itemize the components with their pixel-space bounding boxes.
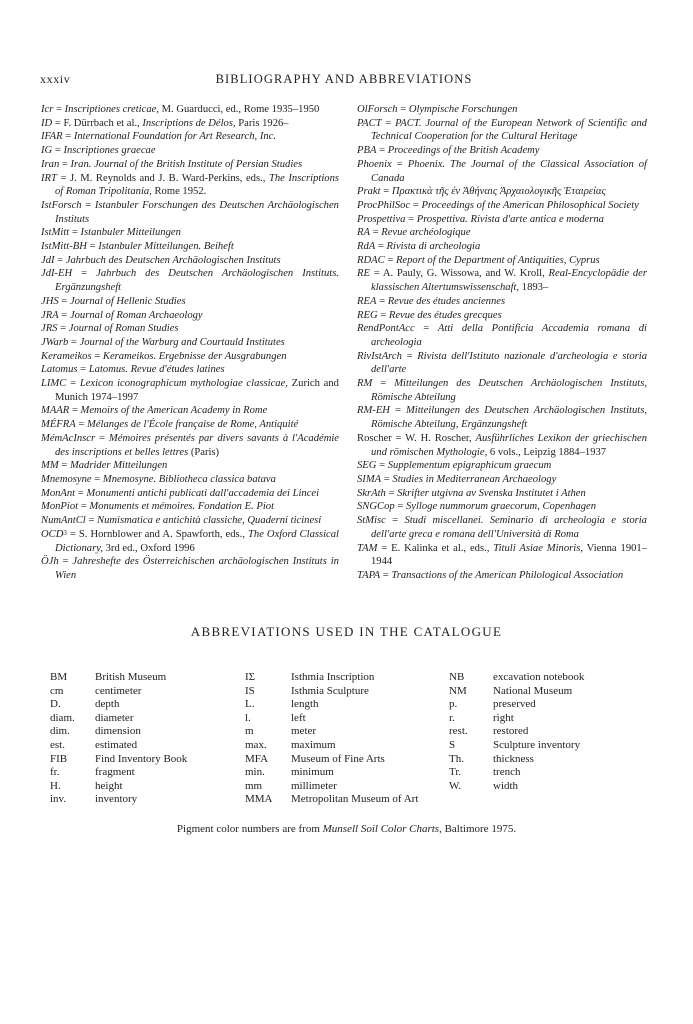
catalogue-abbreviation-row [245, 685, 418, 699]
entry-abbreviation: ProcPhilSoc [357, 199, 411, 211]
entry-title: Mitteilungen des Deutschen Archäologischen Instituts, Römische Abteilung [371, 378, 647, 403]
bibliography-entry: REG = Revue des études grecques [357, 309, 502, 321]
footnote-text: Pigment color numbers are from [176, 823, 323, 835]
entry-abbreviation: ÖJh [41, 556, 59, 568]
bibliography-entry: $OCD^3 = S$. Hornblower and A. Spawforth, eds., The Oxford Classical Dictionary, 3rd ed., Oxford 1996 [41, 528, 339, 554]
catalogue-meaning: Metropolitan Museum of Art [291, 793, 419, 806]
catalogue-abbreviation-row [245, 725, 418, 739]
catalogue-abbreviation-row [449, 698, 584, 712]
entry-abbreviation: Roscher [357, 432, 392, 444]
entry-title: Mnemosyne. Bibliotheca classica batava [102, 473, 276, 485]
entry-authors: S. Hornblower and A. Spawforth, eds., [78, 528, 248, 540]
catalogue-meaning: thickness [493, 752, 534, 765]
entry-title: Skrifter utgivna av Svenska Institutet i Athen [397, 487, 586, 499]
entry-abbreviation: RendPontAcc [357, 323, 415, 335]
bibliography-entry: Mnemosyne = Mnemosyne. Bibliotheca classica batava [41, 473, 276, 485]
entry-title: Rivista dell'Istituto nazionale d'archeologia e storia dell'arte [371, 350, 647, 376]
entry-title: Studies in Mediterranean Archaeology [392, 473, 557, 485]
catalogue-meaning: diameter [95, 711, 134, 724]
entry-title: Journal of Hellenic Studies [69, 295, 186, 307]
entry-abbreviation: MAAR [41, 405, 70, 417]
catalogue-meaning: left [291, 711, 306, 724]
catalogue-abbreviation-row [449, 780, 584, 794]
entry-abbreviation: RDAC [357, 254, 385, 266]
catalogue-abbreviation-row [50, 698, 187, 712]
bibliography-entry: Prakt = Πρακτικὰ τῆς ἐν Ἀθήναις Ἀρχαιολογικῆς Ἑταιρείας [357, 186, 606, 198]
catalogue-abbreviation-row [50, 793, 187, 807]
entry-abbreviation: NumAntCl [41, 515, 86, 527]
entry-title: Inscriptions de Délos, [142, 117, 236, 129]
catalogue-meaning: restored [493, 725, 529, 738]
entry-title: Prospettiva. Rivista d'arte antica e moderna [416, 213, 604, 225]
entry-title: Atti della Pontificia Accademia romana di archeologia [371, 323, 647, 348]
entry-abbreviation: OlForsch [357, 104, 398, 115]
bibliography-entry: REA = Revue des études anciennes [357, 295, 506, 307]
entry-title: Studi miscellanei. Seminario di archeologia e storia dell'arte greca e romana dell'Università di Roma [371, 515, 647, 540]
bibliography-entry: NumAntCl = Numismatica e antichità classiche, Quaderni ticinesi [41, 515, 322, 527]
catalogue-section-title: ABBREVIATIONS USED IN THE CATALOGUE [190, 624, 503, 639]
catalogue-meaning: length [291, 698, 319, 711]
entry-abbreviation: MonPiot [41, 501, 79, 513]
entry-title: Mitteilungen des Deutschen Archäologischen Instituts, Römische Abteilung, Ergänzungsheft [371, 405, 647, 431]
entry-abbreviation: Mnemosyne [41, 473, 92, 485]
catalogue-abbreviation-row [449, 671, 584, 685]
catalogue-abbreviation: l. [245, 711, 251, 724]
catalogue-abbreviation-row [50, 766, 187, 780]
bibliography-entry: JdI = Jahrbuch des Deutschen Archäologischen Instituts [41, 254, 281, 266]
bibliography-entry: ÖJh = Jahreshefte des Österreichischen archäologischen Instituts in Wien [41, 556, 339, 581]
entry-abbreviation: REA [357, 295, 377, 307]
entry-abbreviation: MonAnt [41, 487, 76, 499]
catalogue-abbreviation: Tr. [449, 766, 462, 779]
catalogue-meaning: Museum of Fine Arts [291, 752, 385, 765]
catalogue-meaning: trench [493, 766, 521, 779]
catalogue-abbreviation: rest. [449, 725, 468, 738]
bibliography-entry: JRA = Journal of Roman Archaeology [41, 309, 203, 321]
entry-title: Revue des études anciennes [387, 295, 506, 307]
catalogue-abbreviation-row [245, 780, 418, 794]
bibliography-left-column [41, 103, 339, 583]
bibliography-entry: RdA = Rivista di archeologia [357, 241, 481, 253]
bibliography-entry: MAAR = Memoirs of the American Academy in Rome [41, 405, 268, 417]
entry-authors: F. Dürrbach et al., [63, 117, 143, 129]
entry-title: International Foundation for Art Research, Inc. [73, 131, 276, 143]
catalogue-abbreviation-row [449, 753, 584, 767]
entry-abbreviation: Prakt [357, 186, 381, 198]
catalogue-abbreviation: max. [245, 738, 267, 751]
bibliography-entry: MémAcInscr = Mémoires présentés par divers savants à l'Académie des inscriptions et belles lettres (Paris) [41, 432, 339, 458]
entry-title: Real-Encyclopädie der klassischen Altertumswissenschaft, [371, 268, 647, 294]
entry-abbreviation: REG [357, 309, 378, 321]
entry-abbreviation: IRT [41, 172, 57, 184]
entry-authors: A. Pauly, G. Wissowa, and W. Kroll, [382, 268, 549, 280]
catalogue-meaning: fragment [95, 766, 135, 779]
catalogue-meaning: preserved [493, 698, 536, 711]
entry-title: Jahrbuch des Deutschen Archäologischen Instituts. Ergänzungsheft [55, 268, 339, 294]
catalogue-abbreviation-row [245, 712, 418, 726]
catalogue-meaning: centimeter [95, 684, 142, 697]
entry-title: Kerameikos. Ergebnisse der Ausgrabungen [102, 350, 287, 362]
entry-title: Journal of Roman Studies [68, 323, 179, 335]
entry-abbreviation: StMisc [357, 515, 386, 527]
entry-abbreviation: ID [41, 117, 53, 129]
catalogue-abbreviation: NM [449, 684, 467, 697]
entry-authors: W. H. Roscher, [405, 432, 476, 444]
bibliography-entry: ProcPhilSoc = Proceedings of the American Philosophical Society [357, 199, 639, 211]
entry-superscript: 3 [63, 528, 67, 537]
catalogue-meaning: maximum [291, 738, 336, 751]
catalogue-abbreviation: IS [245, 684, 255, 697]
entry-abbreviation: MÉFRA [41, 419, 76, 431]
bibliography-entry: MonAnt = Monumenti antichi publicati dall'accademia dei Lincei [41, 487, 320, 499]
entry-abbreviation: Kerameikos [41, 350, 92, 362]
entry-abbreviation: Phoenix [357, 158, 392, 170]
bibliography-entry: StMisc = Studi miscellanei. Seminario di archeologia e storia dell'arte greca e romana dell'Università di Roma [357, 515, 647, 540]
entry-abbreviation: TAPA [357, 569, 381, 581]
catalogue-abbreviation-row [245, 766, 418, 780]
bibliography-entry: SIMA = Studies in Mediterranean Archaeology [357, 473, 557, 485]
footnote-text-end: Baltimore 1975. [441, 823, 517, 835]
entry-title: Numismatica e antichità classiche, Quaderni ticinesi [97, 515, 322, 527]
catalogue-abbreviation-row [449, 712, 584, 726]
entry-title: Transactions of the American Philological Association [391, 569, 624, 581]
footnote-source-title: Munsell Soil Color Charts, [322, 823, 442, 835]
entry-title: Madrider Mitteilungen [69, 460, 168, 472]
entry-abbreviation: SIMA [357, 473, 382, 485]
entry-title: Olympische Forschungen [408, 104, 518, 115]
catalogue-abbreviation-row [50, 780, 187, 794]
entry-abbreviation: Prospettiva [357, 213, 406, 225]
entry-abbreviation: SNGCop [357, 501, 395, 513]
entry-abbreviation: JdI [41, 254, 55, 266]
entry-abbreviation: MémAcInscr [41, 432, 96, 444]
catalogue-meaning: minimum [291, 766, 334, 779]
entry-authors: E. Kalinka et al., eds., [391, 542, 494, 554]
catalogue-abbreviation: MFA [245, 752, 269, 765]
entry-title: Istanbuler Mitteilungen [80, 227, 181, 239]
catalogue-meaning: estimated [95, 738, 138, 751]
entry-abbreviation: RdA [357, 241, 376, 253]
bibliography-entry: JHS = Journal of Hellenic Studies [41, 295, 186, 307]
entry-authors: J. M. Reynolds and J. B. Ward-Perkins, eds., [69, 172, 269, 184]
catalogue-abbreviation-row [449, 766, 584, 780]
entry-title: The Oxford Classical Dictionary, [55, 528, 339, 554]
catalogue-abbreviation: m [245, 725, 254, 738]
catalogue-meaning: right [493, 711, 514, 724]
entry-abbreviation: RA [357, 227, 370, 239]
bibliography-entry: Icr = Inscriptiones creticae, M. Guarducci, ed., Rome 1935–1950 [41, 104, 320, 115]
bibliography-entry: RDAC = Report of the Department of Antiquities, Cyprus [357, 254, 600, 266]
catalogue-abbreviations-column-2 [245, 671, 418, 807]
entry-title: Ausführliches Lexikon der griechischen und römischen Mythologie, [371, 432, 647, 458]
entry-details: Rome 1952. [151, 186, 207, 198]
entry-title: Mélanges de l'École française de Rome, Antiquité [87, 419, 299, 431]
bibliography-entry: Roscher = W. H. Roscher, Ausführliches Lexikon der griechischen und römischen Mythologie, 6 vols., Leipzig 1884–1937 [357, 432, 647, 458]
catalogue-meaning: inventory [95, 793, 138, 806]
bibliography-entry: MM = Madrider Mitteilungen [41, 460, 168, 472]
entry-abbreviation: IstForsch [41, 199, 82, 211]
catalogue-abbreviation-row [245, 671, 418, 685]
catalogue-meaning: National Museum [493, 684, 573, 697]
entry-abbreviation: SEG [357, 460, 377, 472]
entry-details: M. Guarducci, ed., Rome 1935–1950 [158, 104, 320, 115]
entry-title: Πρακτικὰ τῆς ἐν Ἀθήναις Ἀρχαιολογικῆς Ἑταιρείας [391, 186, 606, 198]
catalogue-meaning: dimension [95, 725, 141, 738]
page-header [40, 72, 648, 92]
bibliography-entry: RendPontAcc = Atti della Pontificia Accademia romana di archeologia [357, 323, 647, 348]
bibliography-entry: RivIstArch = Rivista dell'Istituto nazionale d'archeologia e storia dell'arte [357, 350, 647, 376]
bibliography-entry: IstMitt-BH = Istanbuler Mitteilungen. Beiheft [41, 241, 234, 253]
entry-title: Istanbuler Forschungen des Deutschen Archäologischen Instituts [55, 199, 339, 225]
catalogue-abbreviation-row [50, 685, 187, 699]
entry-abbreviation: IG [41, 145, 53, 157]
entry-title: Revue archéologique [381, 227, 471, 239]
entry-title: Proceedings of the American Philosophical Society [421, 199, 639, 211]
entry-title: PACT. Journal of the European Network of Scientific and Technical Cooperation for the Cultural Heritage [371, 117, 647, 143]
bibliography-entry: LIMC = Lexicon iconographicum mythologiae classicae, Zurich and Munich 1974–1997 [41, 378, 339, 403]
catalogue-abbreviation: IΣ [245, 671, 256, 683]
bibliography-entry: PBA = Proceedings of the British Academy [357, 145, 540, 157]
entry-title: Proceedings of the British Academy [387, 145, 540, 157]
catalogue-abbreviation-row [449, 739, 584, 753]
entry-title: Tituli Asiae Minoris, [493, 542, 583, 554]
catalogue-abbreviation-row [50, 712, 187, 726]
entry-details: (Paris) [188, 446, 220, 458]
catalogue-meaning: millimeter [291, 779, 337, 792]
entry-abbreviation: OCD [41, 528, 64, 540]
entry-abbreviation: IFAR [41, 131, 63, 143]
entry-title: Lexicon iconographicum mythologiae classicae, [79, 378, 288, 390]
catalogue-meaning: British Museum [95, 671, 167, 683]
catalogue-abbreviation-row [50, 753, 187, 767]
catalogue-meaning: meter [291, 725, 317, 738]
bibliography-entry: SEG = Supplementum epigraphicum graecum [357, 460, 552, 472]
catalogue-abbreviation-row [449, 725, 584, 739]
bibliography-entry: JdI-EH = Jahrbuch des Deutschen Archäologischen Instituts. Ergänzungsheft [41, 268, 339, 294]
bibliography-entry: SNGCop = Sylloge nummorum graecorum, Copenhagen [357, 501, 597, 513]
catalogue-abbreviations-column-1 [50, 671, 187, 807]
catalogue-meaning: excavation notebook [493, 671, 585, 683]
entry-abbreviation: Iran [41, 158, 60, 170]
bibliography-entry: ID = F. Dürrbach et al., Inscriptions de Délos, Paris 1926– [41, 117, 289, 129]
entry-abbreviation: PACT [357, 117, 382, 129]
entry-title: Inscriptiones creticae, [64, 104, 159, 115]
bibliography-entry: RM = Mitteilungen des Deutschen Archäologischen Instituts, Römische Abteilung [357, 378, 647, 403]
entry-title: Mémoires présentés par divers savants à l'Académie des inscriptions et belles lettres [55, 432, 339, 458]
entry-abbreviation: PBA [357, 145, 377, 157]
entry-title: Jahrbuch des Deutschen Archäologischen Instituts [65, 254, 281, 266]
bibliography-entry: TAM = E. Kalinka et al., eds., Tituli Asiae Minoris, Vienna 1901–1944 [357, 542, 648, 568]
bibliography-entry: PACT = PACT. Journal of the European Network of Scientific and Technical Cooperation for the Cultural Heritage [357, 117, 647, 143]
catalogue-abbreviation: NB [449, 671, 465, 683]
entry-title: Revue des études grecques [388, 309, 502, 321]
bibliography-entry: Prospettiva = Prospettiva. Rivista d'arte antica e moderna [357, 213, 604, 225]
catalogue-abbreviation-row [50, 739, 187, 753]
bibliography-entry: IFAR = International Foundation for Art Research, Inc. [41, 131, 276, 143]
catalogue-abbreviation-row [50, 671, 187, 685]
bibliography-entry: MÉFRA = Mélanges de l'École française de Rome, Antiquité [41, 419, 299, 431]
catalogue-meaning: Sculpture inventory [493, 738, 581, 751]
catalogue-abbreviation: L. [245, 698, 255, 711]
catalogue-abbreviation: diam. [50, 711, 75, 724]
catalogue-meaning: depth [95, 698, 120, 711]
bibliography-entry: RA = Revue archéologique [357, 227, 471, 239]
entry-title: Sylloge nummorum graecorum, Copenhagen [405, 501, 597, 513]
bibliography-entry: TAPA = Transactions of the American Philological Association [357, 569, 624, 581]
catalogue-abbreviation: FIB [50, 752, 68, 765]
entry-title: Memoirs of the American Academy in Rome [80, 405, 268, 417]
catalogue-abbreviation: mm [245, 779, 263, 792]
catalogue-abbreviation-row [50, 725, 187, 739]
catalogue-abbreviation: H. [50, 779, 61, 792]
catalogue-abbreviation: MMA [245, 793, 273, 806]
page-number: xxxiv [40, 72, 71, 86]
catalogue-abbreviation: est. [50, 738, 65, 751]
catalogue-abbreviation: inv. [50, 793, 67, 806]
entry-details: Vienna 1901–1944 [371, 542, 648, 568]
bibliography-entry: JRS = Journal of Roman Studies [41, 323, 179, 335]
entry-abbreviation: JRS [41, 323, 58, 335]
entry-title: Report of the Department of Antiquities, Cyprus [395, 254, 600, 266]
running-title: BIBLIOGRAPHY AND ABBREVIATIONS [215, 72, 473, 86]
catalogue-meaning: Isthmia Inscription [291, 671, 375, 683]
entry-abbreviation: TAM [357, 542, 378, 554]
bibliography-entry: Phoenix = Phoenix. The Journal of the Classical Association of Canada [357, 158, 647, 184]
entry-abbreviation: Icr [41, 104, 54, 115]
entry-title: Istanbuler Mitteilungen. Beiheft [98, 241, 234, 253]
bibliography-entry: IG = Inscriptiones graecae [41, 145, 156, 157]
entry-title: The Inscriptions of Roman Tripolitania, [55, 172, 339, 198]
catalogue-abbreviations-column-3 [449, 671, 584, 793]
bibliography-entry: IstMitt = Istanbuler Mitteilungen [41, 227, 181, 239]
catalogue-meaning: height [95, 779, 123, 792]
entry-abbreviation: IstMitt-BH [41, 241, 87, 253]
entry-details: 1893– [519, 282, 549, 294]
bibliography-entry: Latomus = Latomus. Revue d'études latines [41, 364, 225, 376]
entry-abbreviation: RM [357, 378, 373, 390]
catalogue-abbreviation: BM [50, 671, 68, 683]
entry-title: Rivista di archeologia [386, 241, 481, 253]
bibliography-entry: JWarb = Journal of the Warburg and Courtauld Institutes [41, 336, 285, 348]
catalogue-abbreviation: Th. [449, 752, 464, 765]
catalogue-meaning: width [493, 779, 519, 792]
bibliography-entry: MonPiot = Monuments et mémoires. Fondation E. Piot [41, 501, 275, 513]
catalogue-meaning: Find Inventory Book [95, 752, 188, 765]
entry-title: Supplementum epigraphicum graecum [387, 460, 552, 472]
catalogue-abbreviation: r. [449, 711, 455, 724]
entry-abbreviation: LIMC [41, 378, 67, 390]
entry-abbreviation: Latomus [41, 364, 78, 376]
catalogue-abbreviation-row [245, 739, 418, 753]
bibliography-entry: SkrAth = Skrifter utgivna av Svenska Institutet i Athen [357, 487, 586, 499]
entry-title: Monuments et mémoires. Fondation E. Piot [89, 501, 275, 513]
entry-abbreviation: JWarb [41, 336, 69, 348]
entry-title: Monumenti antichi publicati dall'accademia dei Lincei [86, 487, 320, 499]
entry-title: Journal of the Warburg and Courtauld Institutes [79, 336, 285, 348]
catalogue-abbreviation: dim. [50, 725, 70, 738]
catalogue-abbreviation: W. [449, 779, 462, 792]
catalogue-abbreviation: min. [245, 766, 265, 779]
entry-title: Iran. Journal of the British Institute of Persian Studies [70, 158, 303, 170]
catalogue-abbreviation: cm [50, 684, 64, 697]
bibliography-entry: RM-EH = Mitteilungen des Deutschen Archäologischen Instituts, Römische Abteilung, Ergänzungsheft [357, 405, 647, 431]
bibliography-right-column [357, 103, 647, 583]
entry-abbreviation: RM-EH [357, 405, 390, 417]
entry-title: Journal of Roman Archaeology [69, 309, 203, 321]
entry-abbreviation: JHS [41, 295, 59, 307]
entry-abbreviation: JRA [41, 309, 59, 321]
catalogue-abbreviation-row [449, 685, 584, 699]
catalogue-abbreviation-row [245, 793, 418, 807]
catalogue-meaning: Isthmia Sculpture [291, 684, 369, 697]
bibliography-entry: IRT = J. M. Reynolds and J. B. Ward-Perkins, eds., The Inscriptions of Roman Tripolitania, Rome 1952. [41, 172, 339, 198]
catalogue-abbreviation: p. [449, 698, 458, 711]
catalogue-abbreviation: D. [50, 698, 61, 711]
bibliography-entry: OlForsch = Olympische Forschungen [357, 104, 518, 115]
entry-details: Paris 1926– [235, 117, 289, 129]
catalogue-abbreviation-row [245, 753, 418, 767]
bibliography-entry: IstForsch = Istanbuler Forschungen des Deutschen Archäologischen Instituts [41, 199, 339, 225]
bibliography-entry: Iran = Iran. Journal of the British Institute of Persian Studies [41, 158, 303, 170]
entry-title: Inscriptiones graecae [63, 145, 156, 157]
bibliography-entry: RE = A. Pauly, G. Wissowa, and W. Kroll, Real-Encyclopädie der klassischen Altertumswissenschaft, 1893– [357, 268, 647, 294]
entry-abbreviation: RE [357, 268, 370, 280]
pigment-footnote [0, 823, 693, 835]
entry-details: 6 vols., Leipzig 1884–1937 [487, 446, 607, 458]
entry-details: 3rd ed., Oxford 1996 [102, 542, 195, 554]
entry-title: Jahreshefte des Österreichischen archäologischen Instituts in Wien [55, 556, 339, 581]
entry-abbreviation: IstMitt [41, 227, 70, 239]
catalogue-abbreviation-row [245, 698, 418, 712]
entry-abbreviation: SkrAth [357, 487, 386, 499]
bibliography-entry: Kerameikos = Kerameikos. Ergebnisse der Ausgrabungen [41, 350, 287, 362]
entry-abbreviation: RivIstArch [357, 350, 402, 362]
entry-title: Phoenix. The Journal of the Classical Association of Canada [371, 158, 647, 184]
entry-abbreviation: JdI-EH [41, 268, 73, 280]
catalogue-abbreviation: fr. [50, 766, 60, 779]
entry-abbreviation: MM [41, 460, 59, 472]
catalogue-abbreviation: S [449, 738, 456, 751]
entry-details: Zurich and Munich 1974–1997 [55, 378, 339, 403]
entry-title: Latomus. Revue d'études latines [88, 364, 225, 376]
